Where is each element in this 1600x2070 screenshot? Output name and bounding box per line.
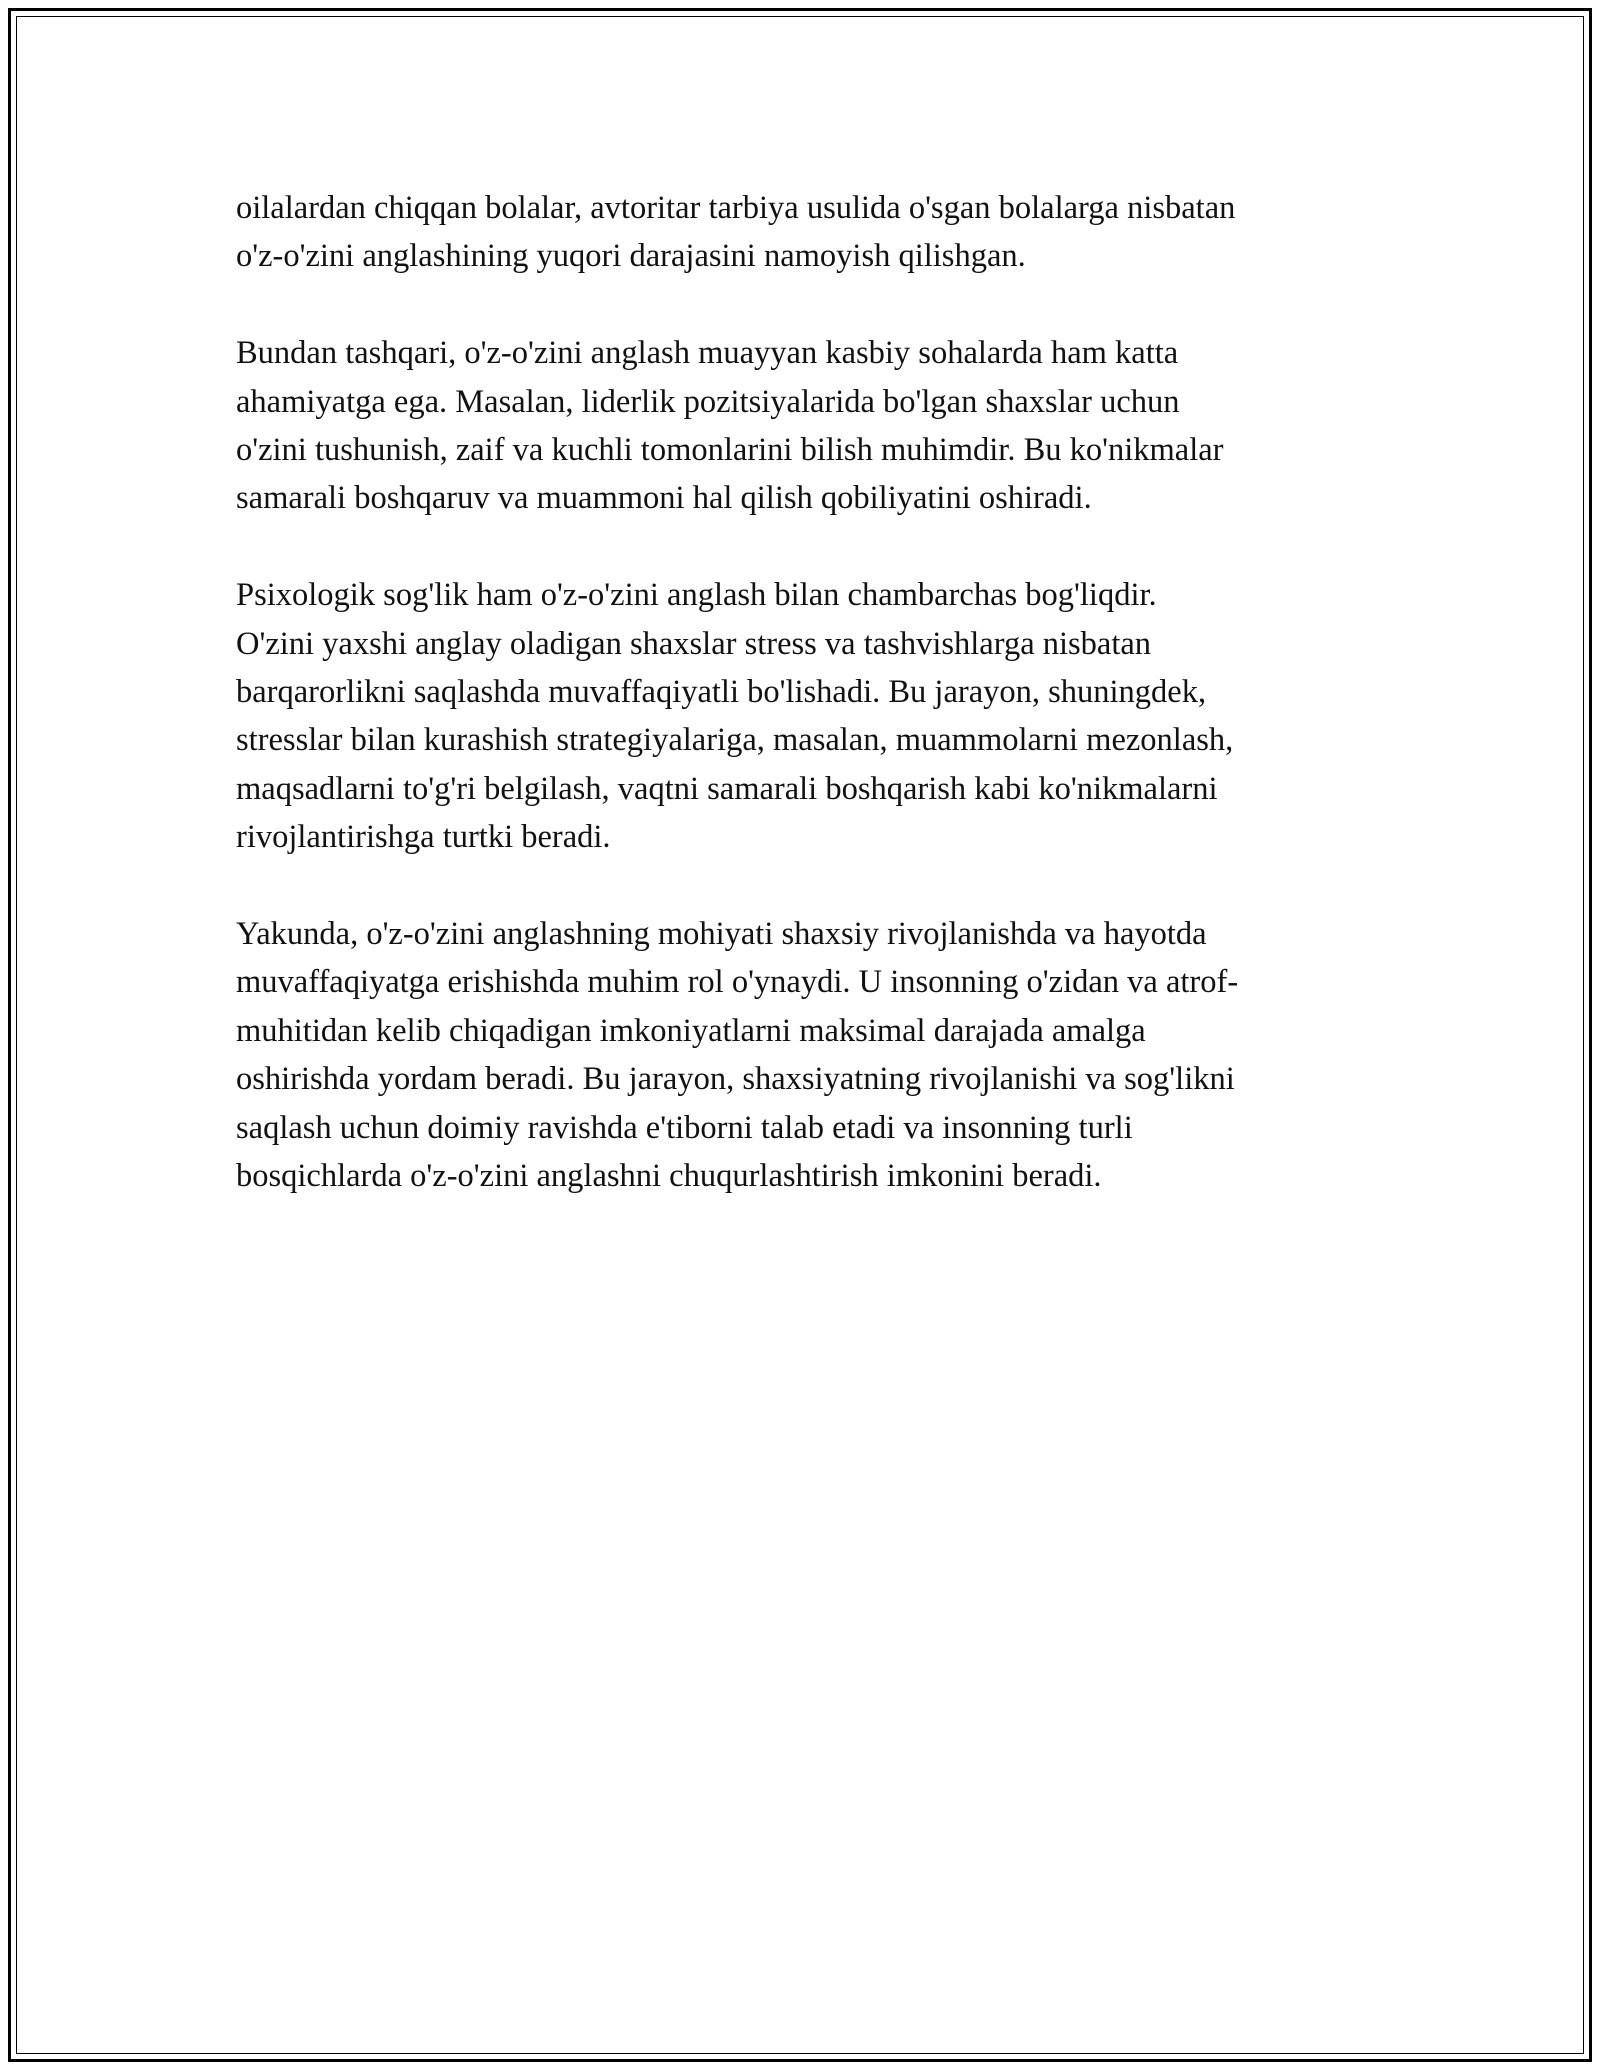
paragraph: Bundan tashqari, o'z-o'zini anglash muayyan kasbiy sohalarda ham katta ahamiyatga ega. Masalan, liderlik pozitsiyalarida bo'lgan shaxslar uchun o'zini tushunish, zaif va kuchli tomonlarini bilish muhimdir. Bu ko'nikmalar samarali boshqaruv va muammoni hal qilish qobiliyatini oshiradi. [236,335,1224,517]
document-body [236,184,1376,1249]
paragraph: Psixologik sog'lik ham o'z-o'zini anglash bilan chambarchas bog'liqdir. O'zini yaxshi anglay oladigan shaxslar stress va tashvishlarga nisbatan barqarorlikni saqlashda muvaffaqiyatli bo'lishadi. Bu jarayon, shuningdek, stresslar bilan kurashish strategiyalariga, masalan, muammolarni mezonlash, maqsadlarni to'g'ri belgilash, vaqtni samarali boshqarish kabi ko'nikmalarni rivojlantirishga turtki beradi. [236,577,1234,856]
paragraph: oilalardan chiqqan bolalar, avtoritar tarbiya usulida o'sgan bolalarga nisbatan o'z-o'zini anglashining yuqori darajasini namoyish qilishgan. [236,190,1236,275]
paragraph: Yakunda, o'z-o'zini anglashning mohiyati shaxsiy rivojlanishda va hayotda muvaffaqiyatga erishishda muhim rol o'ynaydi. U insonning o'zidan va atrof- muhitidan kelib chiqadigan imkoniyatlarni maksimal darajada amalga oshirishda yordam beradi. Bu jarayon, shaxsiyatning rivojlanishi va sog'likni saqlash uchun doimiy ravishda e'tiborni talab etadi va insonning turli bosqichlarda o'z-o'zini anglashni chuqurlashtirish imkonini beradi. [236,916,1239,1195]
